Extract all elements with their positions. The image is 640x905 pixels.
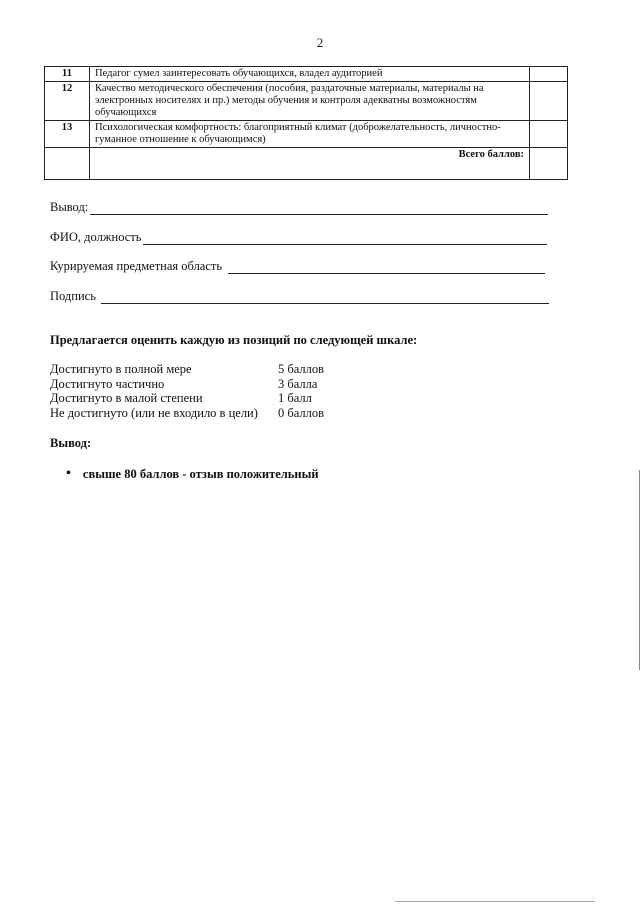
subject-field xyxy=(50,259,545,274)
criterion-score-cell[interactable] xyxy=(530,67,568,82)
list-item xyxy=(50,391,324,406)
scale-list xyxy=(50,362,324,420)
scan-bottom-mark xyxy=(395,901,595,902)
table-row xyxy=(45,67,568,82)
criterion-text: Педагог сумел заинтересовать обучающихся, владел аудиторией xyxy=(90,67,530,82)
subject-field-label: Курируемая предметная область xyxy=(50,259,223,273)
list-item xyxy=(50,362,324,377)
criterion-number: 11 xyxy=(45,67,90,82)
subject-fill-line[interactable] xyxy=(228,262,545,274)
fio-fill-line[interactable] xyxy=(143,233,547,245)
criterion-text: Психологическая комфортность: благоприятный климат (доброжелательность, личностно-гуманное отношение к обучающимся) xyxy=(90,121,530,148)
criterion-text: Качество методического обеспечения (пособия, раздаточные материалы, материалы на электронных носителях и пр.) методы обучения и контроля адекватны возможностям обучающихся xyxy=(90,82,530,121)
total-row xyxy=(45,148,568,180)
fio-field xyxy=(50,230,547,245)
table-row xyxy=(45,82,568,121)
scale-level: Достигнуто частично xyxy=(50,376,165,391)
scale-points: 1 балл xyxy=(278,391,312,405)
criterion-number: 13 xyxy=(45,121,90,148)
criterion-score-cell[interactable] xyxy=(530,121,568,148)
signature-fill-line[interactable] xyxy=(101,292,549,304)
fio-field-label: ФИО, должность xyxy=(50,230,142,244)
total-label: Всего баллов: xyxy=(90,148,530,180)
criterion-number: 12 xyxy=(45,82,90,121)
scale-level: Достигнуто в малой степени xyxy=(50,391,203,405)
conclusion-heading: Вывод: xyxy=(50,436,92,450)
signature-field xyxy=(50,289,549,304)
scale-points: 0 баллов xyxy=(278,405,325,420)
table-row xyxy=(45,121,568,148)
criteria-table xyxy=(44,66,568,180)
signature-field-label: Подпись xyxy=(50,289,96,303)
scale-level: Достигнуто в полной мере xyxy=(50,362,192,376)
scale-points: 3 балла xyxy=(278,376,318,391)
bullet-icon: • xyxy=(66,466,71,481)
conclusion-field-label: Вывод: xyxy=(50,200,89,214)
list-item xyxy=(50,377,324,392)
scale-points: 5 баллов xyxy=(278,362,325,376)
conclusion-list xyxy=(66,466,319,482)
total-score-cell[interactable] xyxy=(530,148,568,180)
list-item xyxy=(50,406,324,421)
scale-heading: Предлагается оценить каждую из позиций по следующей шкале: xyxy=(50,333,418,347)
conclusion-field xyxy=(50,200,548,215)
total-number-cell xyxy=(45,148,90,180)
conclusion-fill-line[interactable] xyxy=(90,203,548,215)
page-number: 2 xyxy=(316,35,324,50)
criterion-score-cell[interactable] xyxy=(530,82,568,121)
conclusion-item: свыше 80 баллов - отзыв положительный xyxy=(82,466,319,481)
scale-level: Не достигнуто (или не входило в цели) xyxy=(50,405,258,420)
